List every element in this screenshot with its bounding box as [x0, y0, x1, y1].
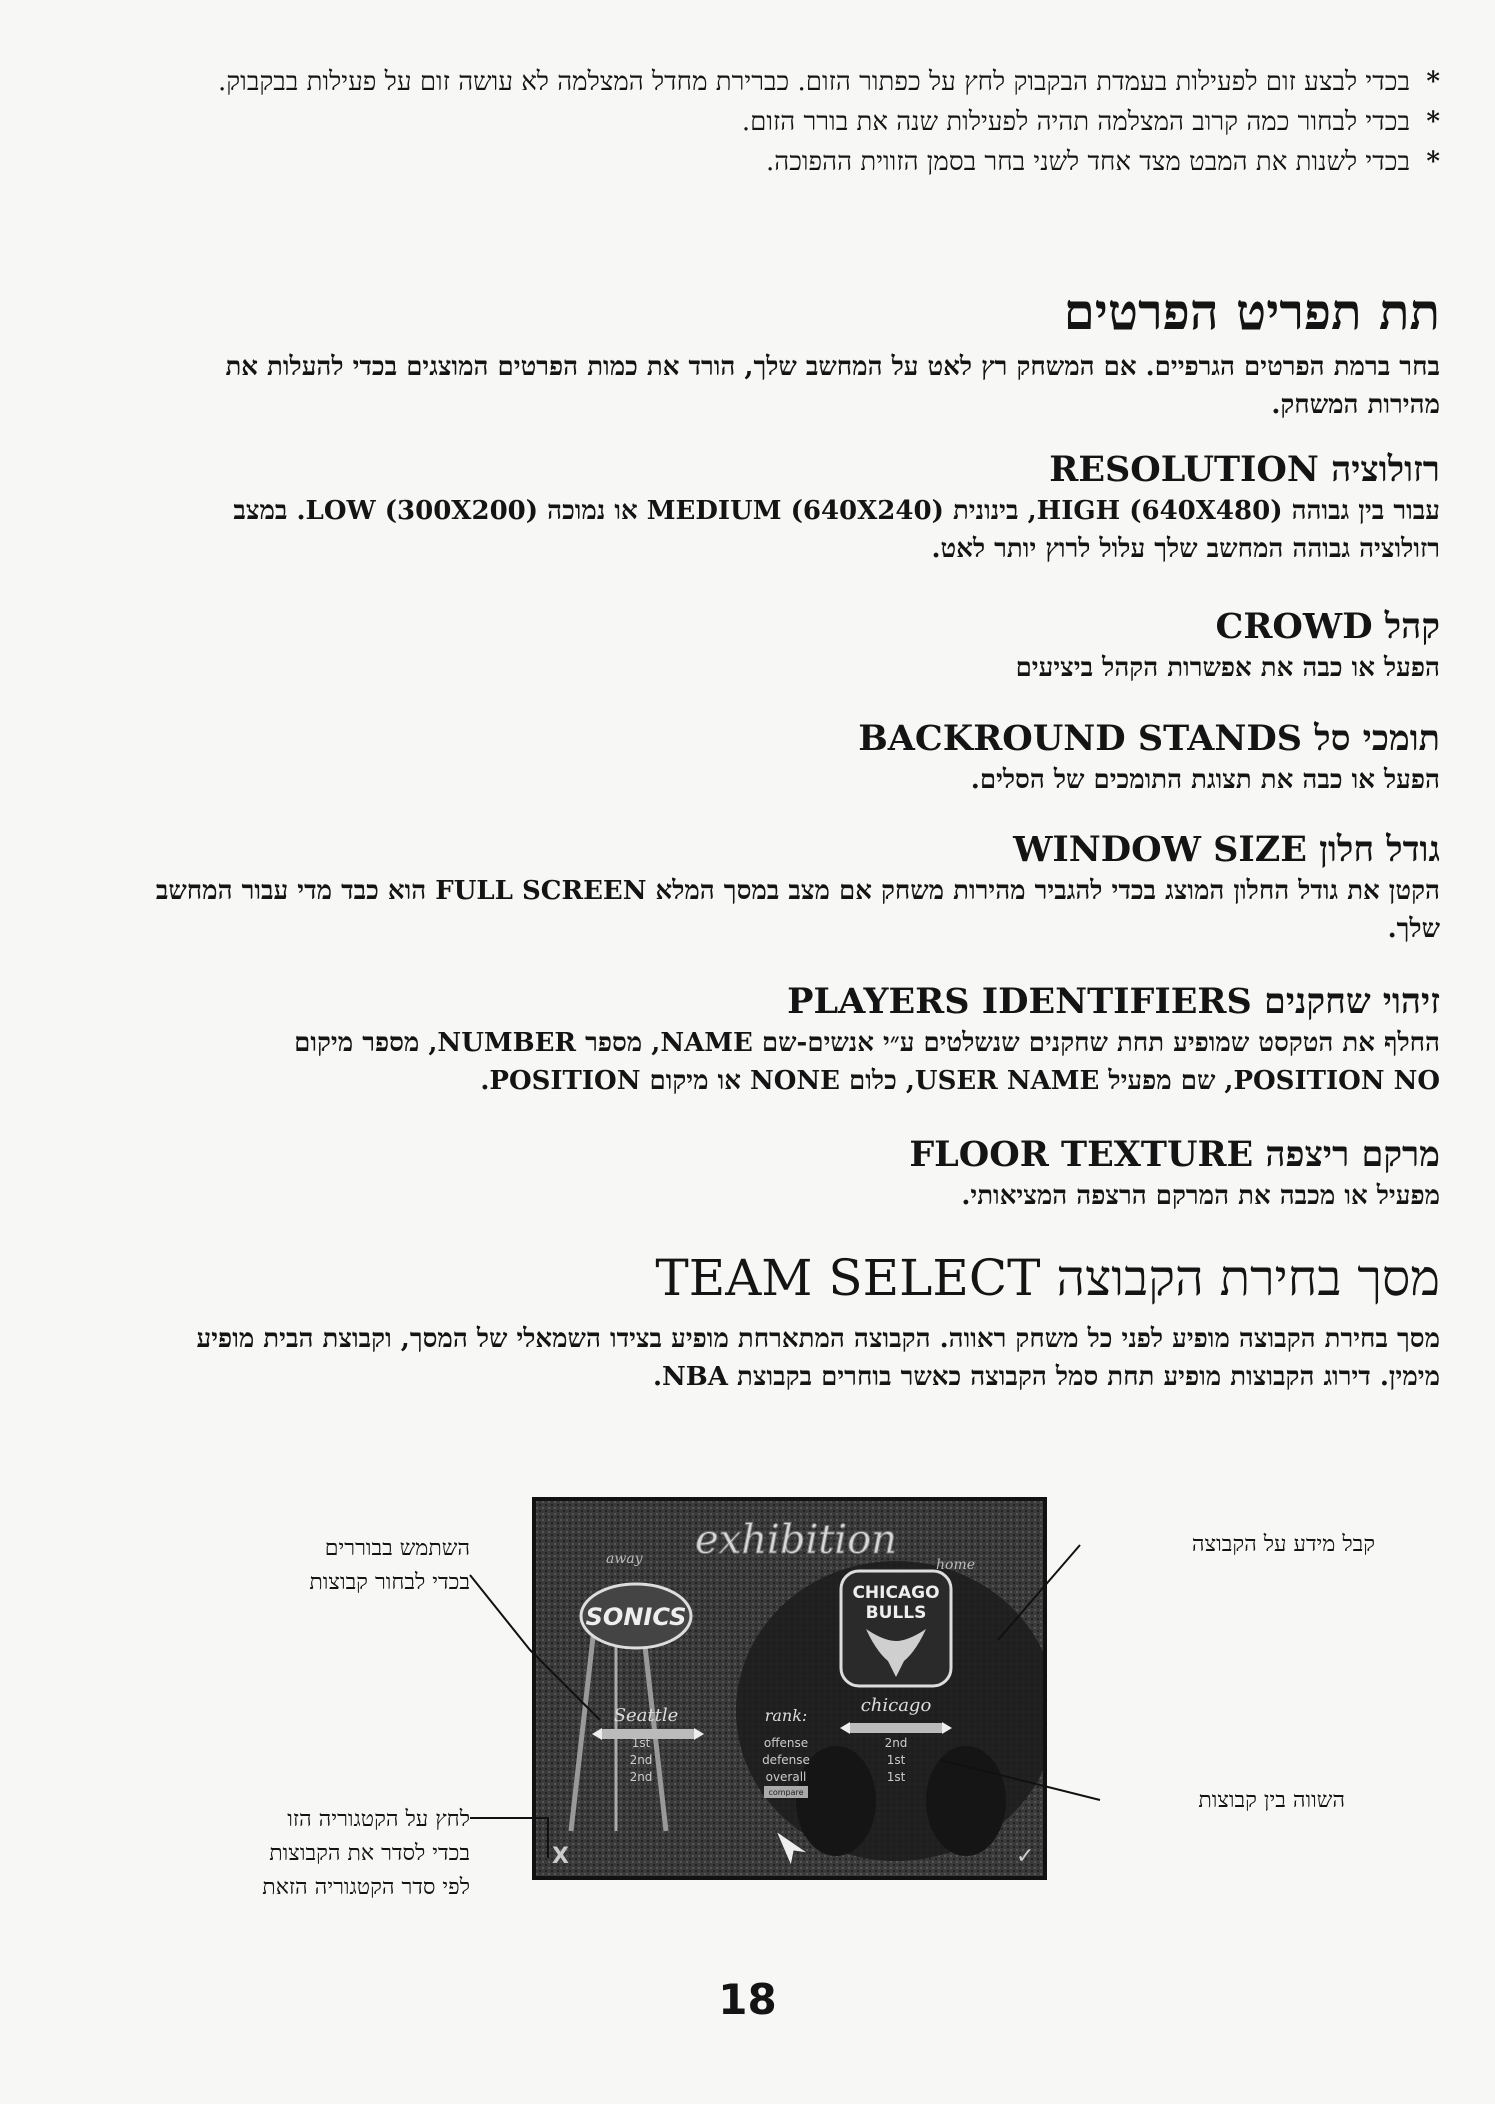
detail-item-heading: מרקם ריצפה FLOOR TEXTURE [909, 1134, 1440, 1175]
screen-title: exhibition [695, 1517, 897, 1563]
detail-item [150, 980, 1440, 1100]
callout-line: בכדי לבחור קבוצות [309, 1570, 470, 1595]
detail-item-body: עבור בין גבוהה HIGH (640X480), בינונית MEDIUM (640X240) או נמוכה LOW (300X200). במצב רזולוציה גבוהה המחשב שלך עלול לרוץ יותר לאט. [233, 496, 1440, 564]
callout-line: השווה בין קבוצות [1198, 1788, 1345, 1813]
category-offense[interactable]: offense [763, 1736, 809, 1750]
detail-section-intro: בחר ברמת הפרטים הגרפיים. אם המשחק רץ לאט על המחשב שלך, הורד את כמות הפרטים המוצגים בכדי להעלות את מהירות המשחק. [225, 352, 1440, 420]
detail-item-body: החלף את הטקסט שמופיע תחת שחקנים שנשלטים ע״י אנשים-שם NAME, מספר NUMBER, מספר מיקום POSITION NO, שם מפעיל USER NAME, כלום NONE או מיקום POSITION. [294, 1028, 1440, 1096]
detail-item [150, 605, 1440, 687]
page-number: 18 [718, 1975, 777, 2024]
category-overall[interactable]: overall [765, 1770, 807, 1784]
home-team-selector[interactable] [840, 1722, 952, 1734]
bullet-item: * בכדי לשנות את המבט מצד אחד לשני בחר בסמן הזווית ההפוכה. [150, 142, 1440, 182]
away-rank: 1st [631, 1736, 651, 1750]
callout-line: קבל מידע על הקבוצה [1191, 1532, 1375, 1557]
detail-item [150, 717, 1440, 799]
callout-line: לפי סדר הקטגוריה הזאת [262, 1875, 470, 1900]
detail-item-heading: זיהוי שחקנים PLAYERS IDENTIFIERS [787, 981, 1440, 1022]
detail-section-title: תת תפריט הפרטים [1063, 282, 1440, 341]
bulls-logo-line2: BULLS [865, 1603, 927, 1623]
home-team-name: chicago [860, 1695, 932, 1716]
detail-item-heading: גודל חלון WINDOW SIZE [1013, 829, 1440, 870]
bulls-logo-icon[interactable] [841, 1571, 951, 1686]
away-rank: 2nd [629, 1770, 653, 1784]
home-rank: 1st [886, 1753, 906, 1767]
bullet-item: * בכדי לבחור כמה קרוב המצלמה תהיה לפעילות שנה את בורר הזום. [150, 102, 1440, 142]
callout-line: לחץ על הקטגוריה הזו [287, 1807, 470, 1832]
home-label: home [936, 1557, 976, 1573]
team-select-title: מסך בחירת הקבוצה TEAM SELECT [655, 1249, 1440, 1307]
away-label: away [606, 1551, 643, 1567]
detail-item-body: הקטן את גודל החלון המוצג בכדי להגביר מהירות משחק אם מצב במסך המלא FULL SCREEN הוא כבד מדי עבור המחשב שלך. [155, 876, 1440, 944]
callout-category [150, 1803, 470, 1905]
accept-icon[interactable]: ✓ [1016, 1844, 1035, 1869]
detail-item-body: מפעיל או מכבה את המרקם הרצפה המציאותי. [961, 1181, 1440, 1211]
away-team-name: Seattle [613, 1705, 679, 1726]
detail-item-heading: קהל CROWD [1215, 606, 1440, 647]
detail-item-body: הפעל או כבה את תצוגת התומכים של הסלים. [970, 765, 1440, 795]
callout-selectors [200, 1532, 470, 1600]
bullet-item: * בכדי לבצע זום לפעילות בעמדת הבקבוק לחץ על כפתור הזום. כברירת מחדל המצלמה לא עושה זום על פעילות בבקבוק. [150, 62, 1440, 102]
sonics-logo-text: SONICS [585, 1603, 687, 1631]
team-select-screenshot [532, 1497, 1047, 1880]
home-rank: 2nd [884, 1736, 908, 1750]
screenshot-art [536, 1501, 1043, 1876]
away-rank: 2nd [629, 1753, 653, 1767]
callout-compare [1105, 1784, 1345, 1818]
cancel-icon[interactable]: X [552, 1844, 569, 1869]
category-defense[interactable]: defense [762, 1753, 810, 1767]
callout-line: השתמש בבוררים [324, 1536, 470, 1561]
zoom-bullets [150, 62, 1440, 182]
detail-item [150, 1133, 1440, 1215]
rank-label: rank: [764, 1706, 808, 1725]
detail-item [150, 448, 1440, 568]
callout-team-info [1085, 1528, 1375, 1562]
team-select-body: מסך בחירת הקבוצה מופיע לפני כל משחק ראווה. הקבוצה המתארחת מופיע בצידו השמאלי של המסך, וקבוצת הבית מופיע מימין. דירוג הקבוצות מופיע תחת סמל הקבוצה כאשר בוחרים בקבוצת NBA. [196, 1324, 1440, 1392]
callout-line: בכדי לסדר את הקבוצות [269, 1841, 470, 1866]
bulls-logo-line1: CHICAGO [852, 1583, 940, 1603]
detail-item-heading: רזולוציה RESOLUTION [1049, 449, 1440, 490]
home-rank: 1st [886, 1770, 906, 1784]
detail-item-heading: תומכי סל BACKROUND STANDS [858, 718, 1440, 759]
compare-label: compare [768, 1788, 804, 1797]
detail-item-body: הפעל או כבה את אפשרות הקהל ביציעים [1015, 653, 1440, 683]
detail-item [150, 828, 1440, 948]
